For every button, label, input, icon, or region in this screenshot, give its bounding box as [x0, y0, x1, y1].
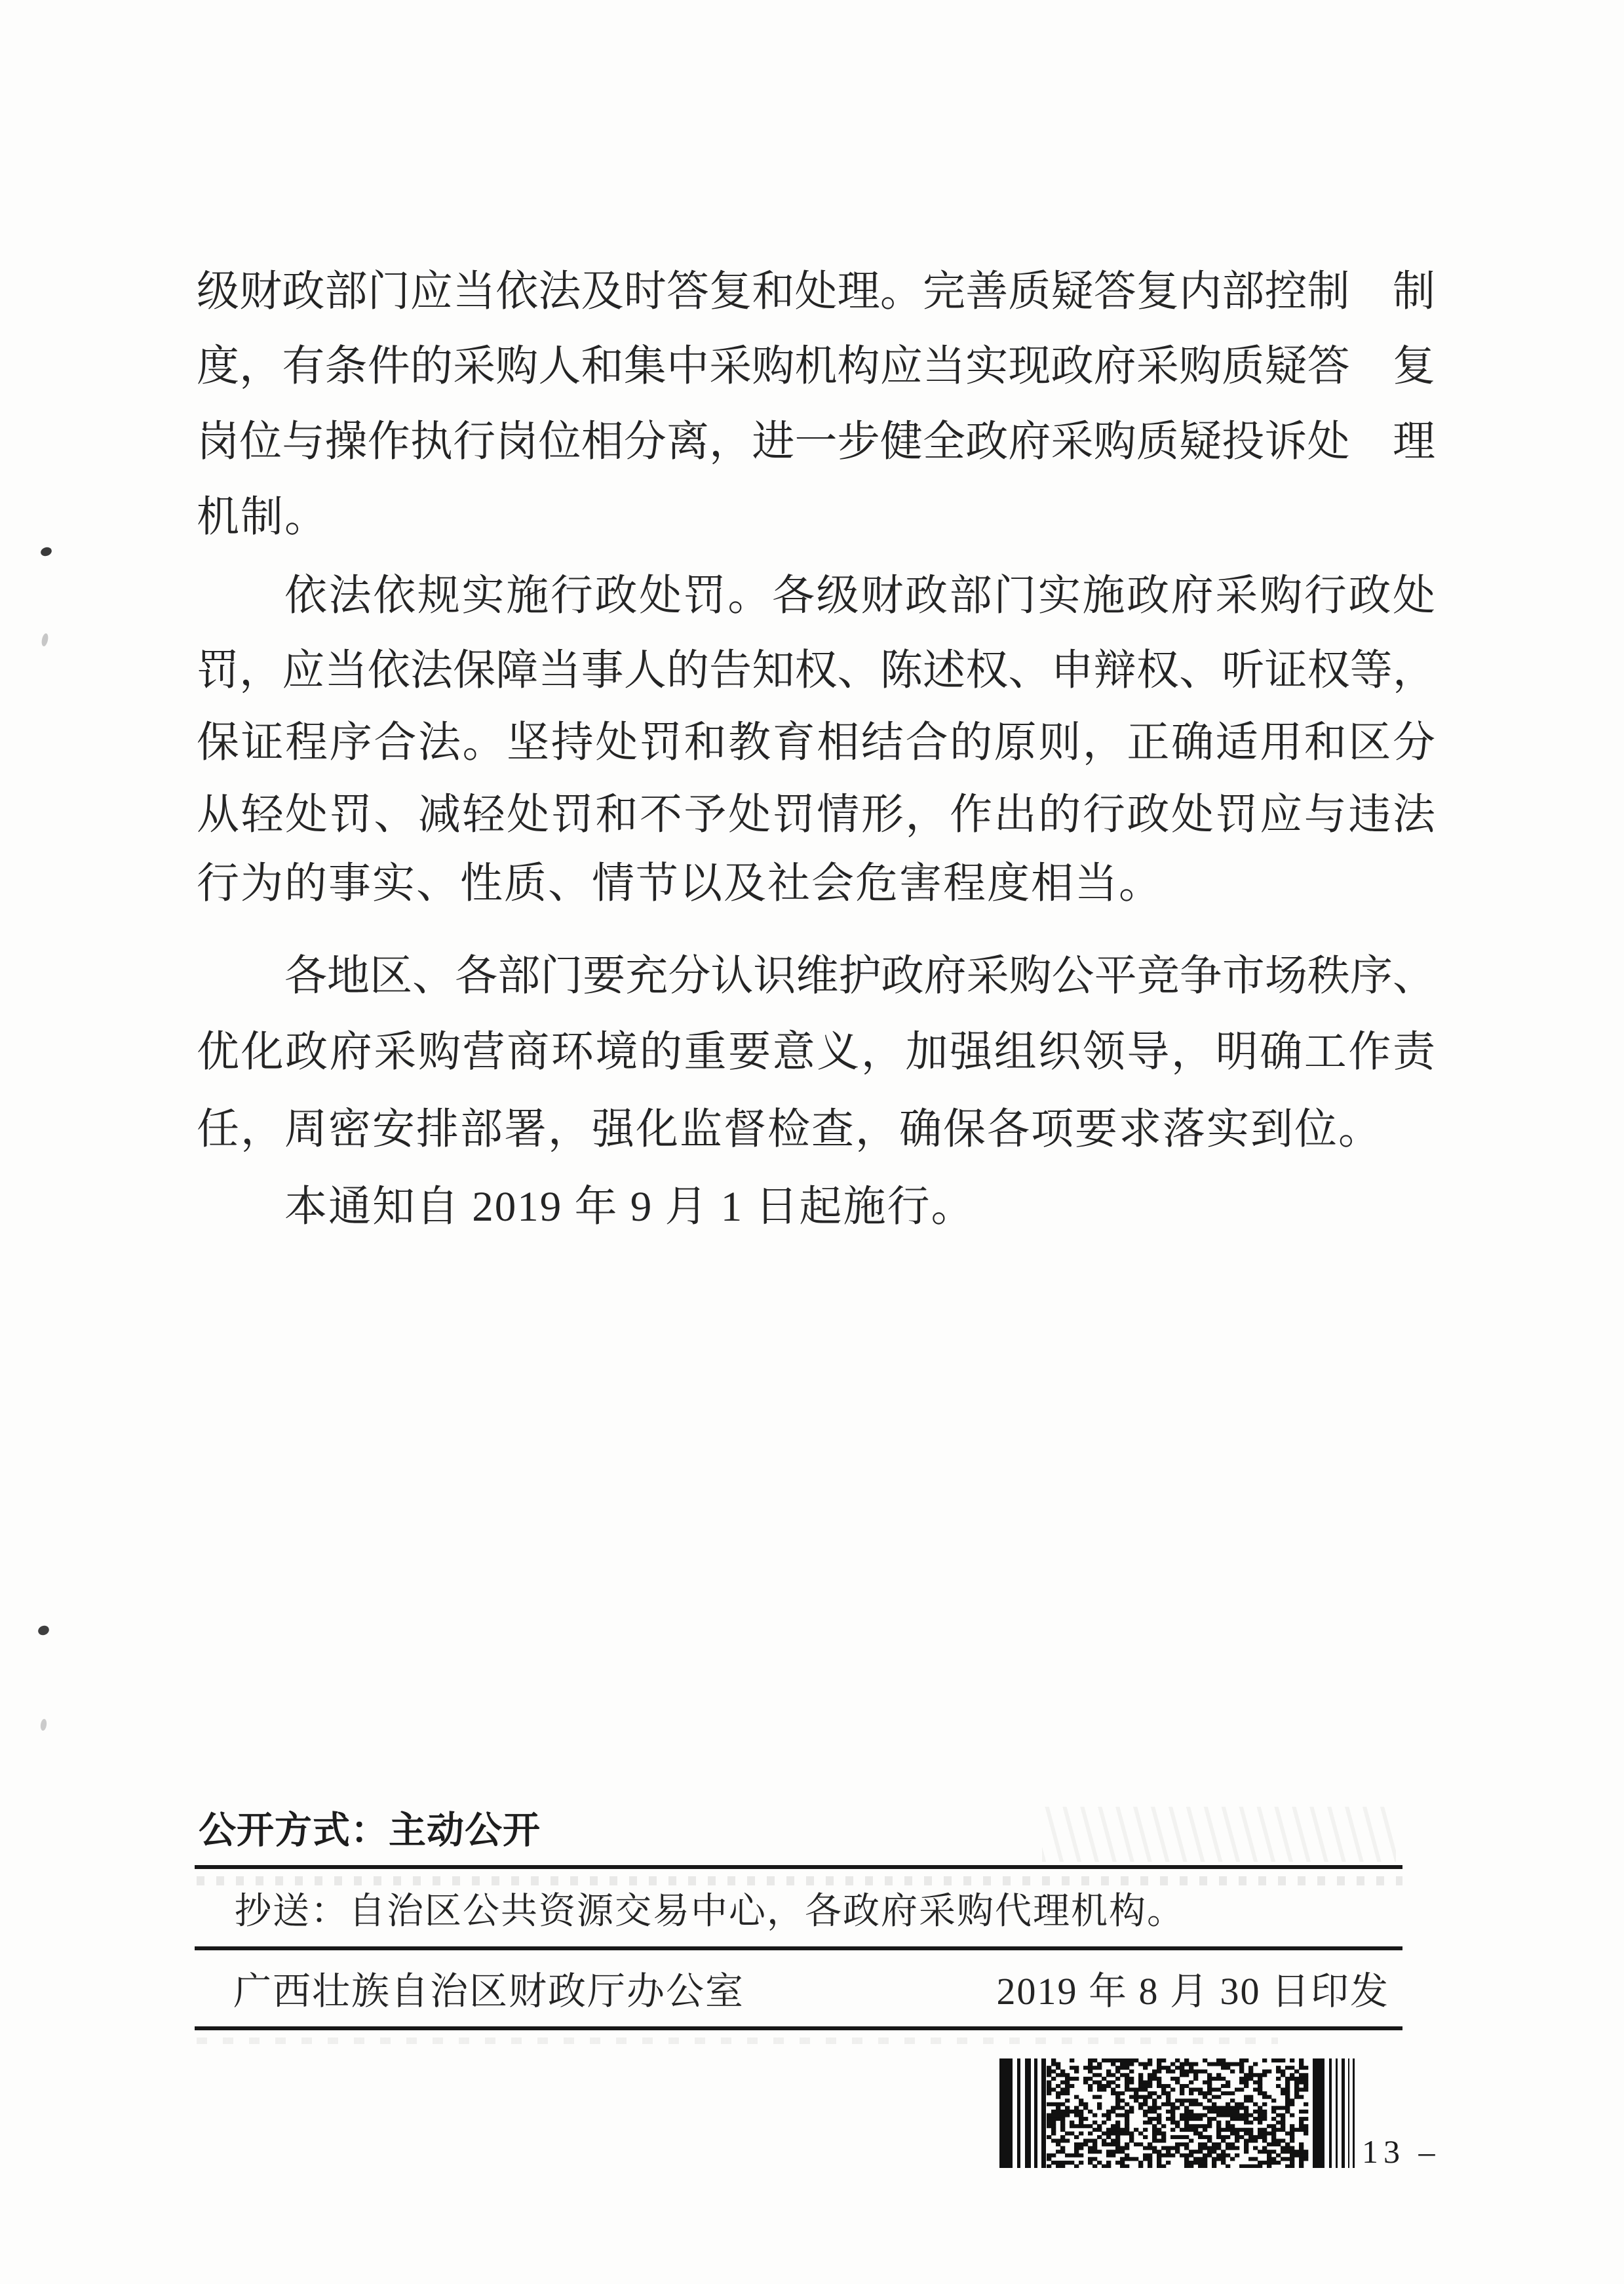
scan-speck [39, 546, 52, 558]
body-line: 岗位与操作执行岗位相分离，进一步健全政府采购质疑投诉处 理 [197, 418, 1435, 465]
body-line: 本通知自 2019 年 9 月 1 日起施行。 [284, 1183, 975, 1231]
body-line: 依法依规实施行政处罚。各级财政部门实施政府采购行政处 [284, 572, 1435, 620]
divider-line [195, 1946, 1402, 1950]
divider-line [195, 1865, 1402, 1869]
body-line: 从轻处罚、减轻处罚和不予处罚情形，作出的行政处罚应与违法 [197, 791, 1435, 838]
divider-line [195, 2026, 1402, 2030]
publicity-method-label: 公开方式：主动公开 [199, 1809, 541, 1851]
cc-line: 抄送：自治区公共资源交易中心，各政府采购代理机构。 [235, 1891, 1185, 1932]
body-line: 行为的事实、性质、情节以及社会危害程度相当。 [197, 860, 1163, 907]
body-line: 机制。 [197, 494, 329, 541]
pdf417-barcode [999, 2058, 1373, 2168]
page-number: 13 – [1362, 2133, 1440, 2170]
body-line: 任，周密安排部署，强化监督检查，确保各项要求落实到位。 [197, 1106, 1383, 1153]
body-line: 罚，应当依法保障当事人的告知权、陈述权、申辩权、听证权等， [197, 647, 1435, 694]
pdf417-barcode-image [999, 2058, 1373, 2168]
body-line: 优化政府采购营商环境的重要意义，加强组织领导，明确工作责 [197, 1029, 1435, 1076]
scan-speck [40, 1718, 47, 1731]
scan-smudge [197, 2038, 1278, 2044]
scan-smudge [197, 1876, 1402, 1885]
body-line: 各地区、各部门要充分认识维护政府采购公平竞争市场秩序、 [284, 953, 1435, 1000]
body-line: 度，有条件的采购人和集中采购机构应当实现政府采购质疑答 复 [197, 343, 1435, 390]
issuing-office-label: 广西壮族自治区财政厅办公室 [233, 1970, 745, 2013]
scan-smudge [1042, 1807, 1396, 1862]
scan-speck [41, 633, 49, 646]
body-line: 级财政部门应当依法及时答复和处理。完善质疑答复内部控制 制 [197, 268, 1435, 315]
print-date-label: 2019 年 8 月 30 日印发 [996, 1970, 1389, 2013]
scan-speck [37, 1624, 50, 1636]
body-line: 保证程序合法。坚持处罚和教育相结合的原则，正确适用和区分 [197, 719, 1435, 766]
